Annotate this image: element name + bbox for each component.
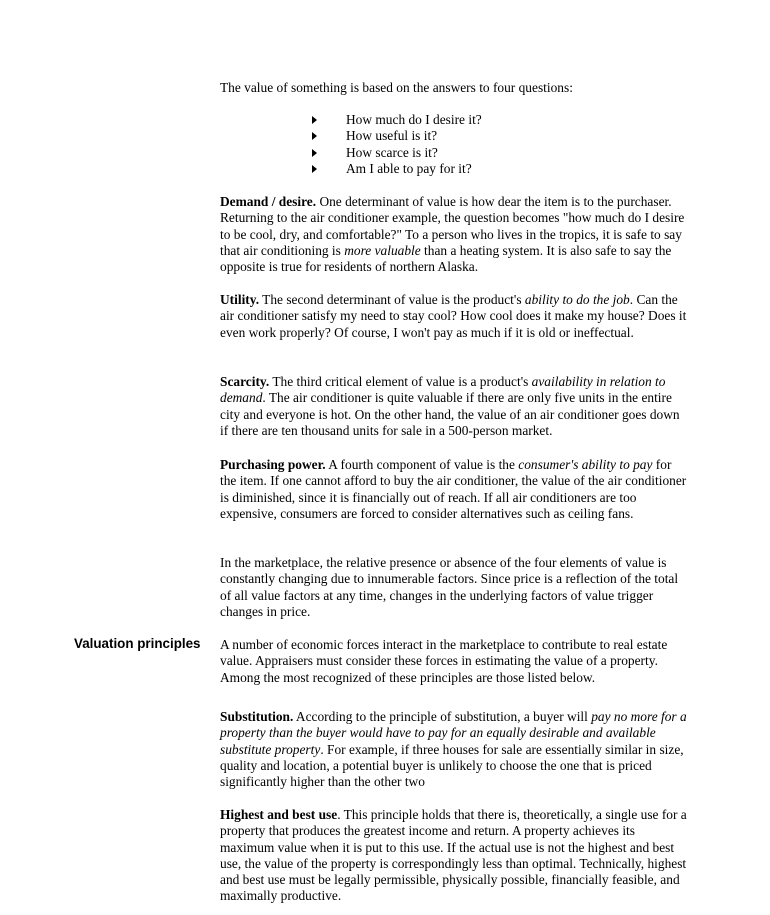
demand-emphasis: more valuable: [344, 242, 421, 258]
purchasing-text-cont: for the item. If one cannot afford to buy the air conditioner, the value of the air conditioner is diminished, since it is financially out of reach. If all air conditioners are too expensive, consumers are forced to consider alternatives such as ceiling fans.: [220, 457, 687, 521]
purchasing-paragraph: [220, 457, 690, 522]
question-text: Am I able to pay for it?: [346, 160, 472, 176]
questions-list: [310, 112, 482, 177]
substitution-text: According to the principle of substitution, a buyer will: [293, 709, 592, 724]
marketplace-paragraph: In the marketplace, the relative presence or absence of the four elements of value is constantly changing due to innumerable factors. Since price is a reflection of the total of all value factors at any time, changes in the underlying factors of value trigger changes in price.: [220, 555, 679, 619]
purchasing-text: A fourth component of value is the: [325, 457, 519, 472]
highest-best-use-paragraph: [220, 807, 690, 905]
highest-best-use-text: . This principle holds that there is, theoretically, a single use for a property that produces the greatest income and return. A property achieves its maximum value when it is put to this use. If the actual use is not the highest and best use, the value of the property is correspondingly less than optimal. Technically, highest and best use must be legally permissible, physically possible, financially feasible, and maximally productive.: [220, 807, 687, 904]
intro-text: The value of something is based on the answers to four questions:: [220, 80, 573, 95]
demand-text-cont: than a heating system. It is also safe to say the opposite is true for residents of northern Alaska.: [220, 242, 672, 275]
valuation-intro-paragraph: A number of economic forces interact in the marketplace to contribute to real estate value. Appraisers must consider these forces in estimating the value of a property. Among the most recognized of these principles are those listed below.: [220, 637, 668, 685]
demand-text: One determinant of value is how dear the item is to the purchaser. Returning to the air conditioner example, the question becomes "how much do I desire to be cool, dry, and comfortable?" To a person who lives in the tropics, it is safe to say that air conditioning is: [220, 194, 685, 258]
scarcity-text: The third critical element of value is a product's: [269, 374, 532, 389]
demand-heading: Demand / desire.: [220, 194, 317, 209]
purchasing-emphasis: consumer's ability to pay: [518, 457, 653, 472]
triangle-bullet-icon: [312, 132, 317, 140]
triangle-bullet-icon: [312, 149, 317, 157]
section-heading-valuation-principles: Valuation principles: [74, 636, 201, 651]
highest-best-use-heading: Highest and best use: [220, 807, 338, 822]
substitution-heading: Substitution.: [220, 709, 294, 724]
utility-text: The second determinant of value is the product's: [259, 292, 525, 307]
substitution-text-cont: . For example, if three houses for sale are essentially similar in size, quality and location, a potential buyer is unlikely to choose the one that is priced significantly higher than the other two: [220, 741, 684, 790]
purchasing-heading: Purchasing power.: [220, 457, 326, 472]
question-text: How useful is it?: [346, 128, 438, 144]
demand-paragraph: [220, 194, 690, 275]
question-text: How scarce is it?: [346, 144, 438, 160]
triangle-bullet-icon: [312, 116, 317, 124]
substitution-paragraph: [220, 709, 690, 790]
scarcity-paragraph: [220, 374, 690, 439]
list-item: [310, 145, 482, 161]
utility-heading: Utility.: [220, 292, 260, 307]
utility-text-cont: . Can the air conditioner satisfy my need to stay cool? How cool does it make my house? Does it even work properly? Of course, I won't pay as much if it is old or ineffectual.: [220, 292, 687, 340]
question-text: How much do I desire it?: [346, 112, 482, 127]
list-item: [310, 161, 482, 177]
utility-emphasis: ability to do the job: [524, 292, 630, 307]
scarcity-emphasis: availability in relation to demand: [220, 374, 666, 406]
triangle-bullet-icon: [312, 165, 317, 173]
list-item: [310, 128, 482, 144]
scarcity-text-cont: . The air conditioner is quite valuable if there are only five units in the entire city and everyone is hot. On the other hand, the value of an air conditioner goes down if there are ten thousand units for sale in a 500-person market.: [220, 390, 680, 438]
list-item: [310, 112, 482, 128]
substitution-emphasis: pay no more for a property than the buyer would have to pay for an equally desirable and available substitute property: [220, 709, 687, 757]
utility-paragraph: [220, 292, 690, 341]
scarcity-heading: Scarcity.: [220, 374, 270, 389]
